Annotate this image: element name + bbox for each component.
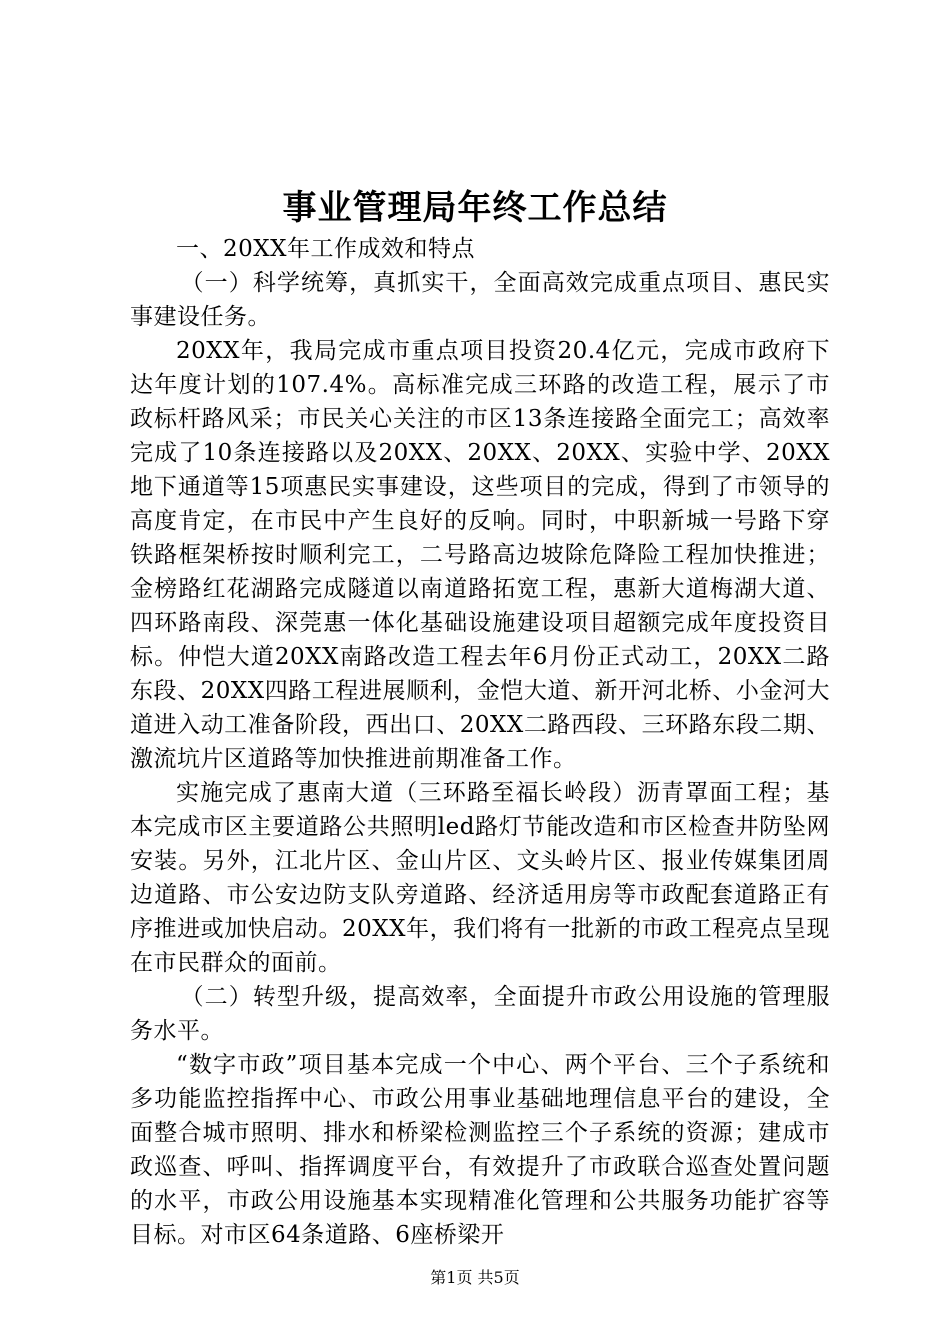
page-footer: 第1页 共5页 [430, 1268, 520, 1287]
body-paragraph: “数字市政”项目基本完成一个中心、两个平台、三个子系统和多功能监控指挥中心、市政公用事业基础地理信息平台的建设，全面整合城市照明、排水和桥梁检测监控三个子系统的资源；建成市政巡查、呼叫、指挥调度平台，有效提升了市政联合巡查处置问题的水平，市政公用设施基本实现精准化管理和公共服务功能扩容等目标。对市区64条道路、6座桥梁开 [130, 1052, 830, 1248]
subsection-heading: （二）转型升级，提高效率，全面提升市政公用设施的管理服务水平。 [130, 984, 830, 1044]
body-paragraph: 实施完成了惠南大道（三环路至福长岭段）沥青罩面工程；基本完成市区主要道路公共照明led路灯节能改造和市区检查井防坠网安装。另外，江北片区、金山片区、文头岭片区、报业传媒集团周边道路、市公安边防支队旁道路、经济适用房等市政配套道路正有序推进或加快启动。20XX年，我们将有一批新的市政工程亮点呈现在市民群众的面前。 [130, 780, 830, 976]
section-heading: 一、20XX年工作成效和特点 [176, 236, 476, 262]
document-title: 事业管理局年终工作总结 [282, 188, 668, 228]
document-body [130, 232, 830, 1252]
body-paragraph: 20XX年，我局完成市重点项目投资20.4亿元，完成市政府下达年度计划的107.4%。高标准完成三环路的改造工程，展示了市政标杆路风采；市民关心关注的市区13条连接路全面完工；高效率完成了10条连接路以及20XX、20XX、20XX、实验中学、20XX地下通道等15项惠民实事建设，这些项目的完成，得到了市领导的高度肯定，在市民中产生良好的反响。同时，中职新城一号路下穿铁路框架桥按时顺利完工，二号路高边坡除危降险工程加快推进；金榜路红花湖路完成隧道以南道路拓宽工程，惠新大道梅湖大道、四环路南段、深莞惠一体化基础设施建设项目超额完成年度投资目标。仲恺大道20XX南路改造工程去年6月份正式动工，20XX二路东段、20XX四路工程进展顺利，金恺大道、新开河北桥、小金河大道进入动工准备阶段，西出口、20XX二路西段、三环路东段二期、激流坑片区道路等加快推进前期准备工作。 [130, 338, 830, 772]
subsection-heading: （一）科学统筹，真抓实干，全面高效完成重点项目、惠民实事建设任务。 [130, 270, 830, 330]
